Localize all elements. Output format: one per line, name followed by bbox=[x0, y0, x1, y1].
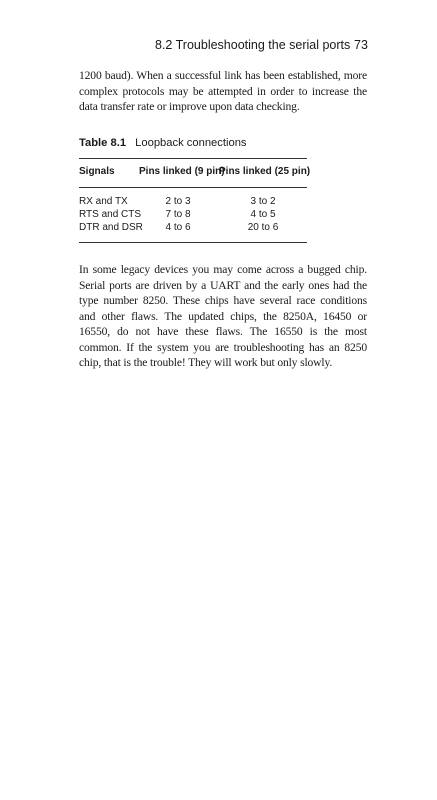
table-cell-25-pin: 3 to 2 bbox=[250, 196, 276, 207]
table-cell-9-pin: 4 to 6 bbox=[165, 222, 191, 233]
table-cell-signal: RX and TX bbox=[79, 196, 128, 207]
column-header-9-pin: Pins linked (9 pin) bbox=[139, 166, 225, 177]
table-cell-9-pin: 2 to 3 bbox=[165, 196, 191, 207]
column-header-signals: Signals bbox=[79, 166, 115, 177]
page-number: 73 bbox=[354, 38, 368, 52]
table-caption-title: Loopback connections bbox=[135, 137, 247, 149]
table-cell-9-pin: 7 to 8 bbox=[165, 209, 191, 220]
table-cell-signal: RTS and CTS bbox=[79, 209, 142, 220]
table-top-rule bbox=[79, 158, 307, 159]
column-header-25-pin: Pins linked (25 pin) bbox=[219, 166, 311, 177]
running-header bbox=[0, 38, 437, 56]
table-cell-25-pin: 4 to 5 bbox=[250, 209, 276, 220]
body-paragraph-2: In some legacy devices you may come across a bugged chip. Serial ports are driven by a UART and the early ones had the type number 8250. These chips have several race conditions and other flaws. The updated chips, the 8250A, 16450 or 16550, do not have these flaws. The 16550 is the most common. If the system you are troubleshooting has an 8250 chip, that is the trouble! They will work but only slowly. bbox=[79, 263, 367, 369]
table-caption bbox=[79, 137, 247, 149]
table-caption-number: Table 8.1 bbox=[79, 137, 127, 149]
table-cell-25-pin: 20 to 6 bbox=[247, 222, 279, 233]
table-bottom-rule bbox=[79, 242, 307, 243]
table-header-rule bbox=[79, 187, 307, 188]
body-paragraph-1: 1200 baud). When a successful link has been established, more complex protocols may be attempted in order to increase the data transfer rate or improve upon data checking. bbox=[79, 69, 367, 113]
table-cell-signal: DTR and DSR bbox=[79, 222, 143, 233]
section-title: 8.2 Troubleshooting the serial ports bbox=[155, 38, 351, 52]
